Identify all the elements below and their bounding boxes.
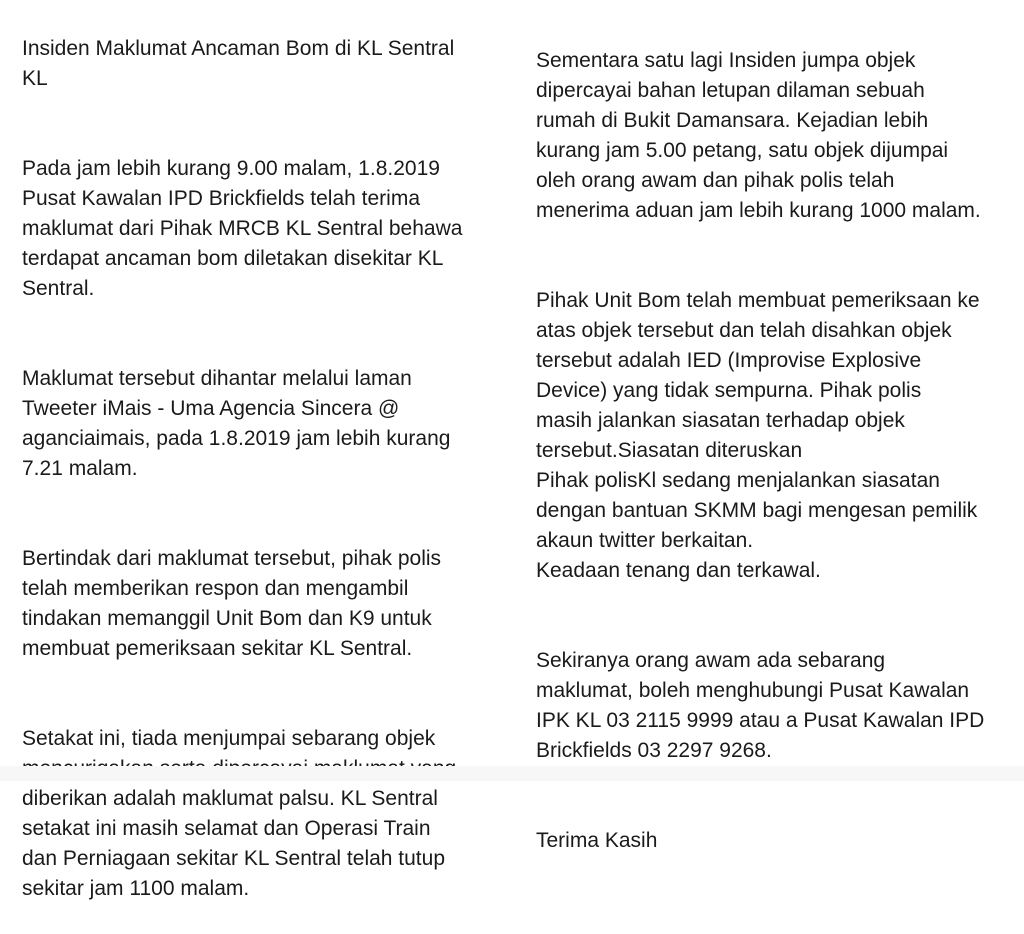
paragraph-contact-info: Sekiranya orang awam ada sebarang maklumat, boleh menghubungi Pusat Kawalan IPK KL 03 2115 9999 atau a Pusat Kawalan IPD Brickfields 03 2297 9268. [536,649,985,762]
paragraph-bomb-threat-report: Pada jam lebih kurang 9.00 malam, 1.8.2019 Pusat Kawalan IPD Brickfields telah terima maklumat dari Pihak MRCB KL Sentral behawa terdapat ancaman bom diletakan disekitar KL Sentral. [22,157,463,300]
paragraph-tweet-source: Maklumat tersebut dihantar melalui laman Tweeter iMais - Uma Agencia Sincera @ aganciaimais, pada 1.8.2019 jam lebih kurang 7.21 malam. [22,367,451,480]
closing-thanks: Terima Kasih [536,829,658,852]
right-column [536,16,1011,886]
paragraph-police-response: Bertindak dari maklumat tersebut, pihak polis telah memberikan respon dan mengambil tindakan memanggil Unit Bom dan K9 untuk membuat pemeriksaan sekitar KL Sentral. [22,547,442,660]
bottom-edge [0,766,1024,781]
paragraph-second-incident: Sementara satu lagi Insiden jumpa objek dipercayai bahan letupan dilaman sebuah rumah di Bukit Damansara. Kejadian lebih kurang jam 5.00 petang, satu objek dijumpai oleh orang awam dan pihak polis telah menerima aduan jam lebih kurang 1000 malam. [536,49,981,222]
paragraph-status-update: Setakat ini, tiada menjumpai sebarang objek diberikan adalah maklumat palsu. KL Sentral setakat ini masih selamat dan Operasi Train dan Perniagaan sekitar KL Sentral telah tutup sekitar jam 1100 malam. [22,727,446,900]
left-column [22,4,492,934]
paragraph-bomb-unit-inspection: Pihak Unit Bom telah membuat pemeriksaan ke atas objek tersebut dan telah disahkan objek tersebut adalah IED (Improvise Explosive Device) yang tidak sempurna. Pihak polis masih jalankan siasatan terhadap objek tersebut.Siasatan diteruskan Pihak polisKl sedang menjalankan siasatan dengan bantuan SKMM bagi mengesan pemilik akaun twitter berkaitan. Keadaan tenang dan terkawal. [536,289,980,582]
document-title: Insiden Maklumat Ancaman Bom di KL Sentral KL [22,37,455,90]
